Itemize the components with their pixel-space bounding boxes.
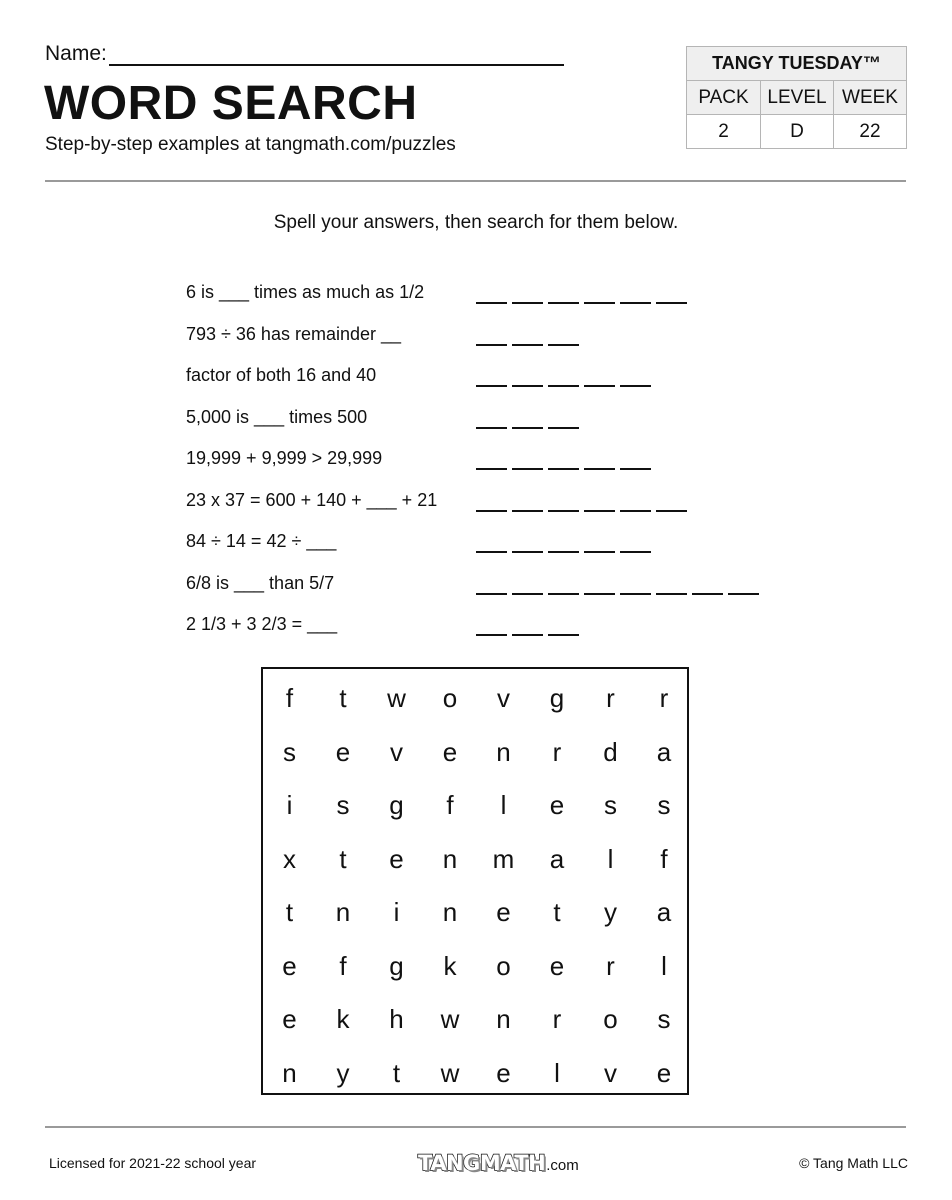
- grid-letter[interactable]: r: [552, 1004, 562, 1034]
- grid-letter[interactable]: a: [549, 843, 565, 874]
- answer-blank[interactable]: [548, 551, 579, 553]
- grid-letter[interactable]: e: [442, 736, 458, 767]
- grid-letter[interactable]: s: [336, 790, 350, 820]
- grid-letter[interactable]: s: [657, 1004, 671, 1034]
- grid-letter[interactable]: l: [661, 950, 667, 981]
- grid-letter[interactable]: i: [286, 790, 293, 820]
- level-value: D: [761, 115, 834, 149]
- answer-blank[interactable]: [476, 302, 507, 304]
- answer-blank[interactable]: [656, 510, 687, 512]
- grid-letter[interactable]: f: [339, 950, 347, 981]
- answer-blank[interactable]: [584, 551, 615, 553]
- grid-letter[interactable]: h: [389, 1004, 404, 1034]
- answer-blank[interactable]: [548, 593, 579, 595]
- grid-letter[interactable]: l: [607, 843, 614, 874]
- grid-letter[interactable]: y: [336, 1057, 350, 1088]
- grid-letter[interactable]: l: [554, 1057, 560, 1088]
- answer-blanks[interactable]: [476, 385, 656, 387]
- answer-blank[interactable]: [476, 468, 507, 470]
- instructions: Spell your answers, then search for them below.: [273, 212, 679, 233]
- clue-text: 6 is ___ times as much as 1/2: [186, 282, 425, 302]
- logo-suffix: .com: [546, 1157, 579, 1174]
- clue-row: [186, 365, 806, 395]
- answer-blanks[interactable]: [476, 302, 692, 304]
- answer-blank[interactable]: [656, 302, 687, 304]
- grid-letter[interactable]: x: [283, 843, 296, 874]
- grid-letter[interactable]: r: [606, 950, 615, 981]
- clue-row: [186, 614, 806, 644]
- grid-letter[interactable]: t: [392, 1057, 401, 1088]
- answer-blank[interactable]: [476, 385, 507, 387]
- word-search-grid: [261, 667, 689, 1095]
- answer-blank[interactable]: [476, 344, 507, 346]
- answer-blank[interactable]: [476, 634, 507, 636]
- license-text: Licensed for 2021-22 school year: [49, 1155, 257, 1171]
- answer-blank[interactable]: [620, 468, 651, 470]
- grid-letter[interactable]: d: [603, 736, 618, 767]
- clue-text: 5,000 is ___ times 500: [186, 406, 368, 427]
- grid-letter[interactable]: m: [492, 843, 515, 874]
- clue-row: [186, 282, 806, 312]
- answer-blanks[interactable]: [476, 344, 584, 346]
- grid-letter[interactable]: e: [549, 790, 565, 820]
- grid-letter[interactable]: w: [440, 1057, 460, 1088]
- subtitle: Step-by-step examples at tangmath.com/puzzles: [45, 134, 456, 155]
- tangmath-logo: [418, 1151, 579, 1175]
- answer-blank[interactable]: [512, 302, 543, 304]
- grid-letter[interactable]: k: [443, 950, 457, 981]
- answer-blank[interactable]: [548, 510, 579, 512]
- answer-blank[interactable]: [548, 302, 579, 304]
- answer-blank[interactable]: [728, 593, 759, 595]
- grid-letter[interactable]: n: [282, 1057, 297, 1088]
- answer-blank[interactable]: [548, 468, 579, 470]
- answer-blanks[interactable]: [476, 468, 656, 470]
- grid-letter[interactable]: n: [496, 1004, 511, 1034]
- clue-text: 2 1/3 + 3 2/3 = ___: [186, 614, 338, 634]
- grid-letter[interactable]: t: [339, 683, 347, 713]
- grid-letter[interactable]: w: [440, 1004, 460, 1034]
- answer-blank[interactable]: [584, 302, 615, 304]
- grid-letter[interactable]: o: [442, 683, 458, 713]
- answer-blank[interactable]: [512, 344, 543, 346]
- answer-blank[interactable]: [476, 551, 507, 553]
- grid-letter[interactable]: g: [389, 950, 404, 981]
- grid-letter[interactable]: o: [603, 1004, 618, 1034]
- clue-row: [186, 573, 806, 603]
- grid-letter[interactable]: a: [656, 736, 672, 767]
- grid-letter[interactable]: v: [604, 1057, 617, 1088]
- answer-blank[interactable]: [512, 551, 543, 553]
- answer-blank[interactable]: [692, 593, 723, 595]
- answer-blank[interactable]: [512, 593, 543, 595]
- grid-letter[interactable]: s: [604, 790, 617, 820]
- grid-letter[interactable]: i: [393, 897, 400, 927]
- grid-letter[interactable]: e: [282, 950, 297, 981]
- grid-letter[interactable]: o: [496, 950, 511, 981]
- grid-letter[interactable]: w: [387, 683, 406, 713]
- answer-blank[interactable]: [584, 385, 615, 387]
- grid-letter[interactable]: y: [604, 897, 617, 927]
- answer-blank[interactable]: [476, 593, 507, 595]
- grid-letter[interactable]: r: [606, 683, 615, 713]
- grid-letter[interactable]: f: [285, 683, 294, 713]
- answer-blank[interactable]: [512, 468, 543, 470]
- answer-blank[interactable]: [512, 634, 543, 636]
- grid-letter[interactable]: e: [496, 1057, 511, 1088]
- answer-blank[interactable]: [584, 593, 615, 595]
- answer-blanks[interactable]: [476, 593, 764, 595]
- grid-letter[interactable]: t: [339, 843, 347, 874]
- clue-text: 84 ÷ 14 = 42 ÷ ___: [186, 531, 337, 551]
- clue-row: [186, 407, 806, 437]
- clue-text: 793 ÷ 36 has remainder __: [186, 323, 402, 344]
- grid-letter[interactable]: t: [553, 897, 561, 927]
- grid-letter[interactable]: s: [283, 736, 296, 767]
- clue-text: 23 x 37 = 600 + 140 + ___ + 21: [186, 489, 438, 510]
- info-heading: TANGY TUESDAY™: [687, 47, 907, 81]
- grid-letter[interactable]: n: [442, 843, 458, 874]
- grid-letter[interactable]: l: [500, 790, 507, 820]
- grid-letter[interactable]: n: [335, 897, 351, 927]
- week-value: 22: [834, 115, 907, 149]
- answer-blank[interactable]: [512, 427, 543, 429]
- name-field[interactable]: [45, 42, 564, 66]
- level-label: LEVEL: [761, 81, 834, 115]
- grid-letter[interactable]: g: [389, 790, 404, 820]
- pack-label: PACK: [687, 81, 761, 115]
- grid-letter[interactable]: v: [497, 683, 510, 713]
- grid-letter[interactable]: n: [442, 897, 458, 927]
- grid-letter[interactable]: g: [549, 683, 565, 713]
- grid-letter[interactable]: e: [549, 950, 565, 981]
- answer-blank[interactable]: [548, 634, 579, 636]
- grid-letter[interactable]: e: [656, 1057, 672, 1088]
- name-label: Name:: [45, 42, 107, 65]
- clue-row: [186, 324, 806, 354]
- week-label: WEEK: [834, 81, 907, 115]
- grid-letter[interactable]: f: [660, 843, 668, 874]
- answer-blank[interactable]: [620, 302, 651, 304]
- answer-blank[interactable]: [584, 468, 615, 470]
- answer-blank[interactable]: [620, 551, 651, 553]
- answer-blank[interactable]: [620, 385, 651, 387]
- name-line[interactable]: [109, 44, 564, 66]
- logo-word: TANGMATH: [418, 1151, 546, 1175]
- grid-letter[interactable]: t: [285, 897, 294, 927]
- grid-letter[interactable]: e: [389, 843, 404, 874]
- grid-letter[interactable]: e: [282, 1004, 297, 1034]
- top-divider: [45, 180, 906, 182]
- clue-text: factor of both 16 and 40: [186, 365, 377, 385]
- grid-letter[interactable]: n: [496, 736, 511, 767]
- grid-letter[interactable]: r: [552, 736, 562, 767]
- answer-blank[interactable]: [620, 510, 651, 512]
- answer-blank[interactable]: [584, 510, 615, 512]
- answer-blank[interactable]: [656, 593, 687, 595]
- answer-blanks[interactable]: [476, 510, 692, 512]
- answer-blank[interactable]: [548, 344, 579, 346]
- clue-row: [186, 448, 806, 478]
- grid-letter[interactable]: e: [335, 736, 351, 767]
- answer-blank[interactable]: [476, 427, 507, 429]
- clue-row: [186, 531, 806, 561]
- answer-blank[interactable]: [512, 510, 543, 512]
- grid-letter[interactable]: s: [657, 790, 671, 820]
- info-table: [686, 46, 907, 149]
- pack-value: 2: [687, 115, 761, 149]
- grid-letter[interactable]: a: [656, 897, 672, 927]
- answer-blanks[interactable]: [476, 634, 584, 636]
- grid-letter[interactable]: k: [336, 1004, 350, 1034]
- grid-letter[interactable]: f: [446, 790, 454, 820]
- answer-blanks[interactable]: [476, 551, 656, 553]
- answer-blank[interactable]: [512, 385, 543, 387]
- answer-blank[interactable]: [620, 593, 651, 595]
- page-title: WORD SEARCH: [44, 77, 418, 130]
- bottom-divider: [45, 1126, 906, 1128]
- answer-blank[interactable]: [548, 385, 579, 387]
- answer-blanks[interactable]: [476, 427, 584, 429]
- clue-row: [186, 490, 806, 520]
- clue-text: 6/8 is ___ than 5/7: [186, 572, 335, 593]
- copyright-text: © Tang Math LLC: [799, 1155, 908, 1171]
- clue-text: 19,999 + 9,999 > 29,999: [186, 448, 383, 468]
- grid-letter[interactable]: r: [659, 683, 669, 713]
- grid-letter[interactable]: v: [390, 736, 403, 767]
- answer-blank[interactable]: [548, 427, 579, 429]
- answer-blank[interactable]: [476, 510, 507, 512]
- grid-letter[interactable]: e: [496, 897, 511, 927]
